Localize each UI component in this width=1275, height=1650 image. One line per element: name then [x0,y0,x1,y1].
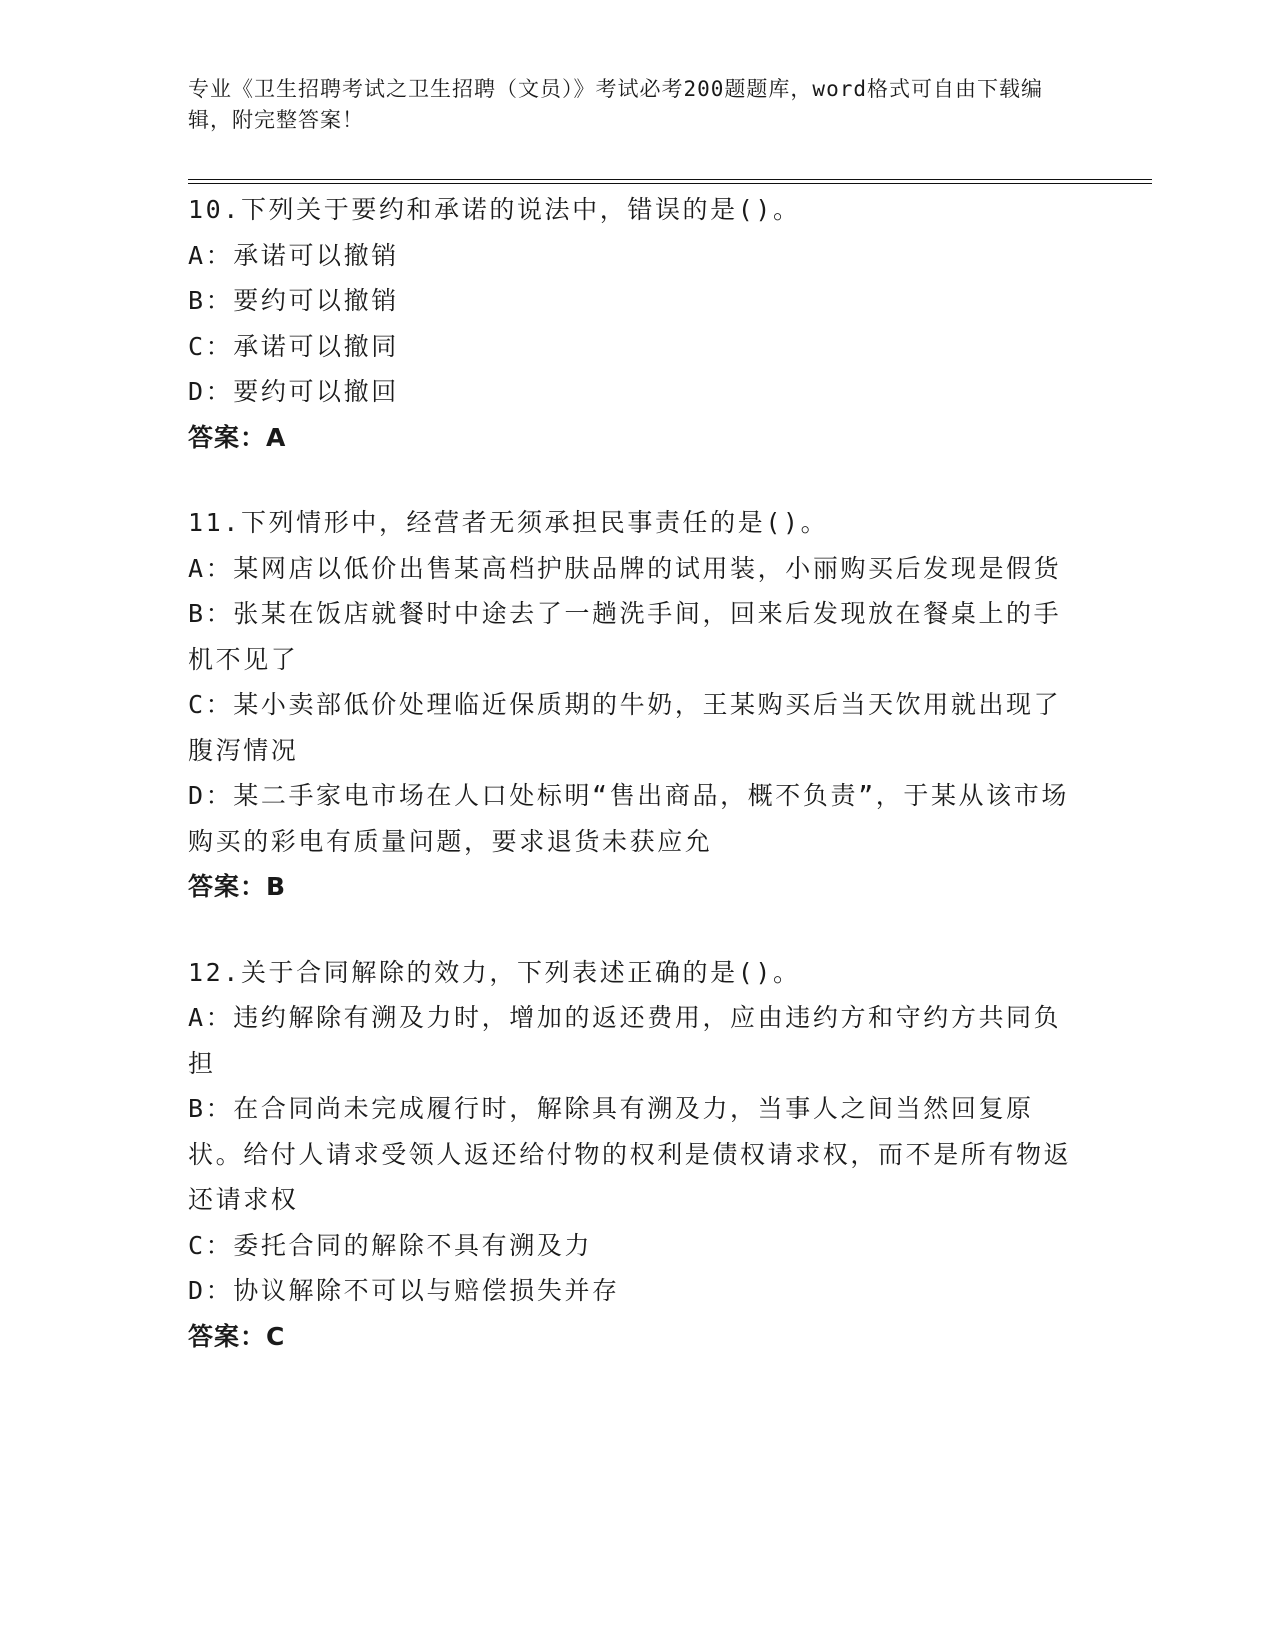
option-b: B：张某在饭店就餐时中途去了一趟洗手间，回来后发现放在餐桌上的手机不见了 [188,599,1062,674]
option-a: A：承诺可以撤销 [188,240,399,270]
option-a: A：违约解除有溯及力时，增加的返还费用，应由违约方和守约方共同负担 [188,1003,1062,1078]
answer: 答案：B [188,872,287,901]
option-a: A：某网店以低价出售某高档护肤品牌的试用装，小丽购买后发现是假货 [188,553,1062,583]
option-c: C：承诺可以撤同 [188,331,399,361]
option-d: D：协议解除不可以与赔偿损失并存 [188,1276,620,1305]
option-b: B：在合同尚未完成履行时，解除具有溯及力，当事人之间当然回复原状。给付人请求受领人返还给付物的权利是债权请求权，而不是所有物返还请求权 [188,1094,1072,1214]
option-d: D：某二手家电市场在人口处标明“售出商品，概不负责”，于某从该市场购买的彩电有质量问题，要求退货未获应允 [188,781,1069,856]
question-12 [188,950,1088,1360]
question-stem: 10.下列关于要约和承诺的说法中，错误的是()。 [188,195,801,224]
question-stem: 11.下列情形中，经营者无须承担民事责任的是()。 [188,508,829,537]
document-header: 专业《卫生招聘考试之卫生招聘（文员）》考试必考200题题库，word格式可自由下载编辑，附完整答案！ [188,77,1043,132]
question-list [188,187,1088,1399]
answer: 答案：C [188,1321,286,1351]
question-11 [188,500,1088,910]
header-divider-top [188,179,1152,180]
option-c: C：某小卖部低价处理临近保质期的牛奶，王某购买后当天饮用就出现了腹泻情况 [188,690,1062,765]
option-b: B：要约可以撤销 [188,286,399,315]
question-10 [188,187,1088,460]
question-stem: 12.关于合同解除的效力，下列表述正确的是()。 [188,957,801,987]
header-divider-bottom [188,183,1152,184]
option-d: D：要约可以撤回 [188,377,399,406]
answer: 答案：A [188,422,287,452]
option-c: C：委托合同的解除不具有溯及力 [188,1230,593,1260]
